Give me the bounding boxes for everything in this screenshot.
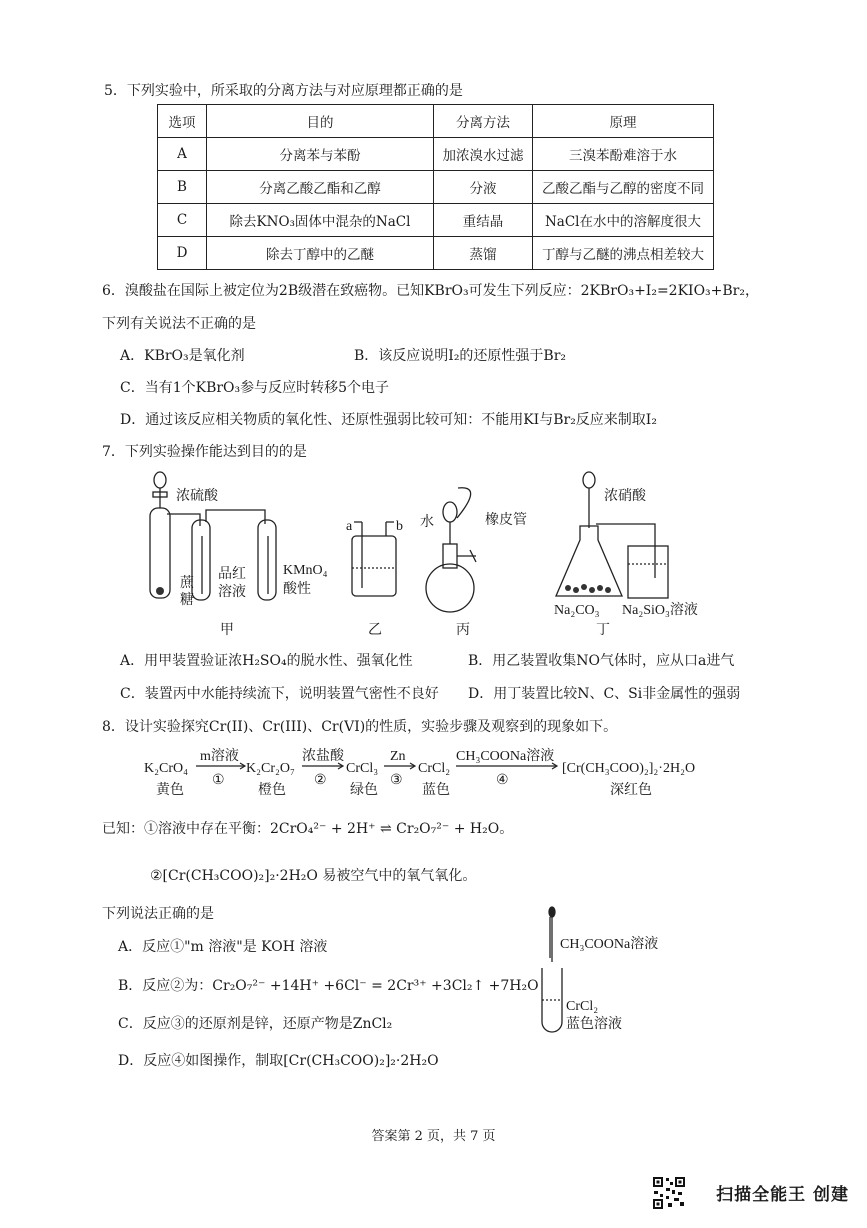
caption-bing: 丙 (456, 623, 470, 638)
chain-step-3: ③ (390, 773, 403, 788)
chain-color-deepred: 深红色 (610, 783, 652, 798)
q8-reaction-chain (140, 742, 760, 802)
label-kmno4: KMnO₄ (283, 563, 328, 578)
chain-crcl2: CrCl₂ (418, 761, 451, 776)
q8-known-1: 已知：①溶液中存在平衡：2CrO₄²⁻ + 2H⁺ ⇌ Cr₂O₇²⁻ + H₂O。 (102, 821, 514, 837)
jia-tube-2 (192, 520, 210, 600)
q8-option-d: D．反应④如图操作，制取[Cr(CH₃COO)₂]₂·2H₂O (118, 1053, 439, 1069)
label-port-b: b (396, 519, 403, 534)
chain-color-green: 绿色 (350, 783, 378, 798)
table-cell: 分离苯与苯酚 (207, 138, 434, 171)
jia-funnel (154, 472, 166, 488)
chain-color-yellow: 黄色 (156, 783, 184, 798)
q8-known-2: ②[Cr(CH₃COO)₂]₂·2H₂O 易被空气中的氧气氧化。 (150, 868, 477, 884)
label-water: 水 (420, 515, 434, 530)
caption-jia: 甲 (220, 623, 234, 638)
label-conc-hno3: 浓硝酸 (604, 489, 646, 504)
table-cell: 三溴苯酚难溶于水 (533, 138, 714, 171)
chain-crcl3: CrCl₃ (346, 761, 379, 776)
table-cell: D (158, 237, 207, 270)
label-na2sio3: Na₂SiO₃溶液 (622, 603, 698, 618)
table-row (158, 237, 714, 270)
chain-color-blue: 蓝色 (422, 783, 450, 798)
label-conc-h2so4: 浓硫酸 (176, 489, 218, 504)
table-cell: 重结晶 (434, 204, 533, 237)
q7-option-d: D．用丁装置比较N、C、Si非金属性的强弱 (468, 686, 741, 702)
q7-option-c: C．装置丙中水能持续流下，说明装置气密性不良好 (120, 686, 439, 702)
label-kmno4-2: 酸性 (283, 582, 311, 597)
jia-tube-1 (150, 508, 170, 598)
label-rubber-tube: 橡皮管 (485, 513, 527, 528)
label-port-a: a (346, 519, 353, 534)
ding-conical-flask (556, 526, 622, 596)
q7-option-a: A．用甲装置验证浓H₂SO₄的脱水性、强氧化性 (120, 653, 413, 669)
bing-flask (426, 564, 474, 612)
q6-option-d: D．通过该反应相关物质的氧化性、还原性强弱比较可知：不能用KI与Br₂反应来制取I₂ (120, 412, 657, 428)
chain-step-4: ④ (496, 773, 509, 788)
chain-color-orange: 橙色 (258, 783, 286, 798)
q5-table (157, 104, 714, 270)
table-row (158, 204, 714, 237)
table-cell: B (158, 171, 207, 204)
label-pinhong: 品红 (218, 567, 246, 582)
chain-reagent-zn: Zn (390, 749, 406, 764)
chain-product: [Cr(CH₃COO)₂]₂·2H₂O (562, 761, 696, 776)
page-footer: 答案第 2 页，共 7 页 (371, 1129, 496, 1144)
header-cell: 目的 (207, 105, 434, 138)
table-cell: 除去丁醇中的乙醚 (207, 237, 434, 270)
q6-stem-line1: 6．溴酸盐在国际上被定位为2B级潜在致癌物。已知KBrO₃可发生下列反应：2KBrO₃+I₂=2KIO₃+Br₂， (102, 283, 759, 299)
table-cell: 丁醇与乙醚的沸点相差较大 (533, 237, 714, 270)
table-row (158, 171, 714, 204)
qr-code-icon (652, 1176, 686, 1210)
header-cell: 分离方法 (434, 105, 533, 138)
fig-ch3coona-label: CH₃COONa溶液 (560, 937, 659, 952)
chain-reagent-hcl: 浓盐酸 (302, 749, 344, 764)
table-cell: 除去KNO₃固体中混杂的NaCl (207, 204, 434, 237)
fig-crcl2-label: CrCl₂ (566, 999, 599, 1014)
q6-option-a: A．KBrO₃是氧化剂 (120, 348, 245, 364)
label-sucrose-2: 糖 (180, 593, 194, 608)
table-cell: A (158, 138, 207, 171)
label-sucrose: 蔗 (180, 576, 194, 591)
q7-stem: 7．下列实验操作能达到目的的是 (102, 444, 307, 460)
q8-ask: 下列说法正确的是 (102, 906, 214, 922)
table-cell: 蒸馏 (434, 237, 533, 270)
chain-k2cr2o7: K₂Cr₂O₇ (246, 761, 295, 776)
header-cell: 原理 (533, 105, 714, 138)
q6-option-c: C．当有1个KBrO₃参与反应时转移5个电子 (120, 380, 390, 396)
table-cell: 乙酸乙酯与乙醇的密度不同 (533, 171, 714, 204)
chain-k2cro4: K₂CrO₄ (144, 761, 188, 776)
chain-reagent-m: m溶液 (200, 749, 239, 764)
label-na2co3: Na₂CO₃ (554, 603, 600, 618)
ding-beaker (628, 546, 668, 598)
chain-step-2: ② (314, 773, 327, 788)
chain-reagent-ch3coona: CH₃COONa溶液 (456, 749, 555, 764)
scanner-brand-watermark: 扫描全能王 创建 (716, 1185, 849, 1205)
q8-option-b: B．反应②为：Cr₂O₇²⁻ +14H⁺ +6Cl⁻ = 2Cr³⁺ +3Cl₂↑ +7H₂O (118, 978, 539, 994)
q8-stem: 8．设计实验探究Cr(II)、Cr(III)、Cr(VI)的性质，实验步骤及观察到的现象如下。 (102, 719, 618, 735)
chain-step-1: ① (212, 773, 225, 788)
q8-dropper-figure (530, 904, 730, 1034)
q8-option-c: C．反应③的还原剂是锌，还原产物是ZnCl₂ (118, 1016, 393, 1032)
q5-stem: 5．下列实验中，所采取的分离方法与对应原理都正确的是 (104, 83, 463, 99)
table-header-row (158, 105, 714, 138)
table-cell: 分离乙酸乙酯和乙醇 (207, 171, 434, 204)
caption-yi: 乙 (368, 623, 382, 638)
table-cell: NaCl在水中的溶解度很大 (533, 204, 714, 237)
table-cell: 分液 (434, 171, 533, 204)
q7-apparatus-figure (140, 466, 760, 641)
table-cell: 加浓溴水过滤 (434, 138, 533, 171)
yi-bottle (352, 536, 396, 596)
q8-option-a: A．反应①"m 溶液"是 KOH 溶液 (118, 939, 328, 955)
jia-tube-3 (258, 520, 276, 600)
table-row (158, 138, 714, 171)
q6-stem-line2: 下列有关说法不正确的是 (102, 316, 256, 332)
header-cell: 选项 (158, 105, 207, 138)
q7-option-b: B．用乙装置收集NO气体时，应从口a进气 (468, 653, 735, 669)
caption-ding: 丁 (596, 623, 610, 638)
q6-option-b: B．该反应说明I₂的还原性强于Br₂ (354, 348, 567, 364)
label-pinhong-2: 溶液 (218, 585, 246, 600)
table-cell: C (158, 204, 207, 237)
fig-blue-solution-label: 蓝色溶液 (566, 1017, 622, 1032)
